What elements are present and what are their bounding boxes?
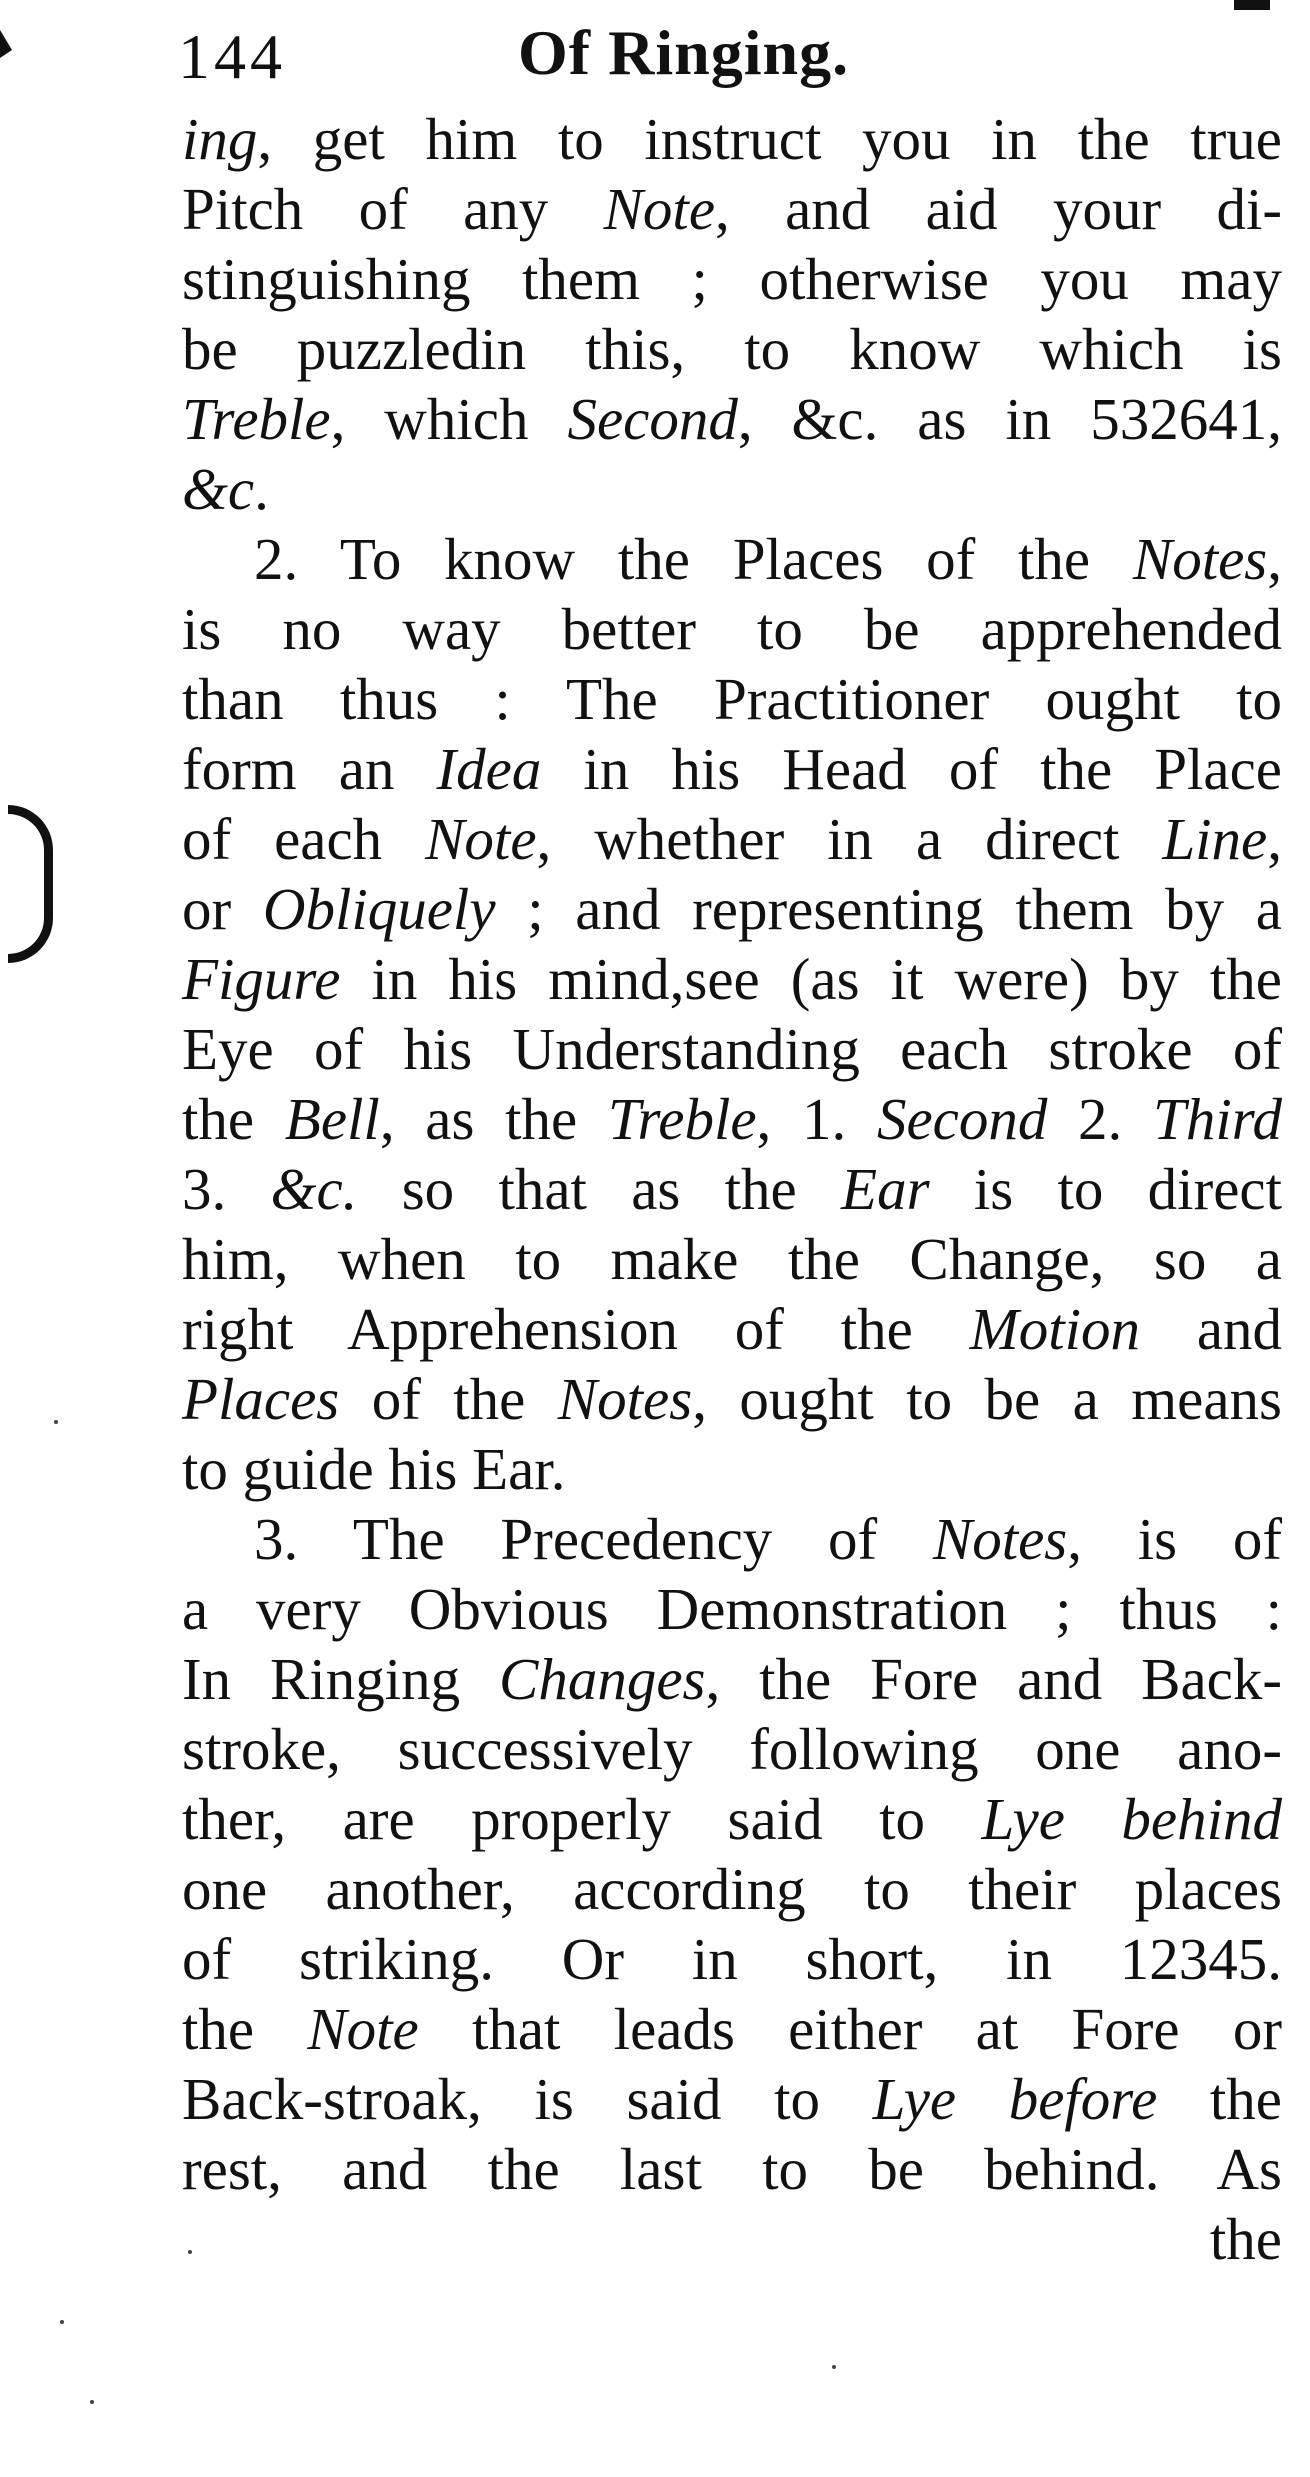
catchword: the — [1209, 2206, 1282, 2272]
text-line: 3. &c. so that as the Ear is to direct — [182, 1156, 1282, 1222]
text-line: rest, and the last to be behind. As — [182, 2136, 1282, 2202]
text-line: &c. — [182, 456, 269, 522]
text-line: ing, get him to instruct you in the true — [182, 106, 1282, 172]
text-line: of striking. Or in short, in 12345. — [182, 1926, 1282, 1992]
text-line: be puzzledin this, to know which is — [182, 316, 1282, 382]
ink-speck — [54, 1420, 58, 1424]
text-line: of each Note, whether in a direct Line, — [182, 806, 1282, 872]
text-line: Back-stroak, is said to Lye before the — [182, 2066, 1282, 2132]
text-line: Places of the Notes, ought to be a means — [182, 1366, 1282, 1432]
text-line: a very Obvious Demonstration ; thus : — [182, 1576, 1282, 1642]
text-line: to guide his Ear. — [182, 1436, 566, 1502]
page-header — [178, 17, 1278, 110]
text-line: right Apprehension of the Motion and — [182, 1296, 1282, 1362]
text-line: stroke, successively following one ano- — [182, 1716, 1282, 1782]
text-line: the Bell, as the Treble, 1. Second 2. Third — [182, 1086, 1282, 1152]
text-line: Treble, which Second, &c. as in 532641, — [182, 386, 1282, 452]
text-line: stinguishing them ; otherwise you may — [182, 246, 1282, 312]
text-line: ther, are properly said to Lye behind — [182, 1786, 1282, 1852]
text-line: In Ringing Changes, the Fore and Back- — [182, 1646, 1282, 1712]
text-line: the Note that leads either at Fore or — [182, 1996, 1282, 2062]
ink-speck — [90, 2400, 94, 2404]
ink-speck — [188, 2250, 192, 2254]
text-line: one another, according to their places — [182, 1856, 1282, 1922]
text-line: than thus : The Practitioner ought to — [182, 666, 1282, 732]
text-line: him, when to make the Change, so a — [182, 1226, 1282, 1292]
text-line: Figure in his mind,see (as it were) by the — [182, 946, 1282, 1012]
text-line: Eye of his Understanding each stroke of — [182, 1016, 1282, 1082]
text-line: form an Idea in his Head of the Place — [182, 736, 1282, 802]
ink-speck — [60, 2320, 64, 2324]
running-title: Of Ringing. — [518, 17, 850, 88]
page-number: 144 — [178, 21, 286, 92]
ink-speck — [832, 2365, 836, 2369]
text-line: is no way better to be apprehended — [182, 596, 1282, 662]
text-line: 2. To know the Places of the Notes, — [254, 526, 1282, 592]
text-line: or Obliquely ; and representing them by a — [182, 876, 1282, 942]
page-edge-mark — [0, 30, 12, 58]
corner-shadow — [1234, 0, 1270, 10]
binding-bracket — [8, 805, 53, 963]
text-line: Pitch of any Note, and aid your di- — [182, 176, 1282, 242]
text-line: 3. The Precedency of Notes, is of — [254, 1506, 1282, 1572]
